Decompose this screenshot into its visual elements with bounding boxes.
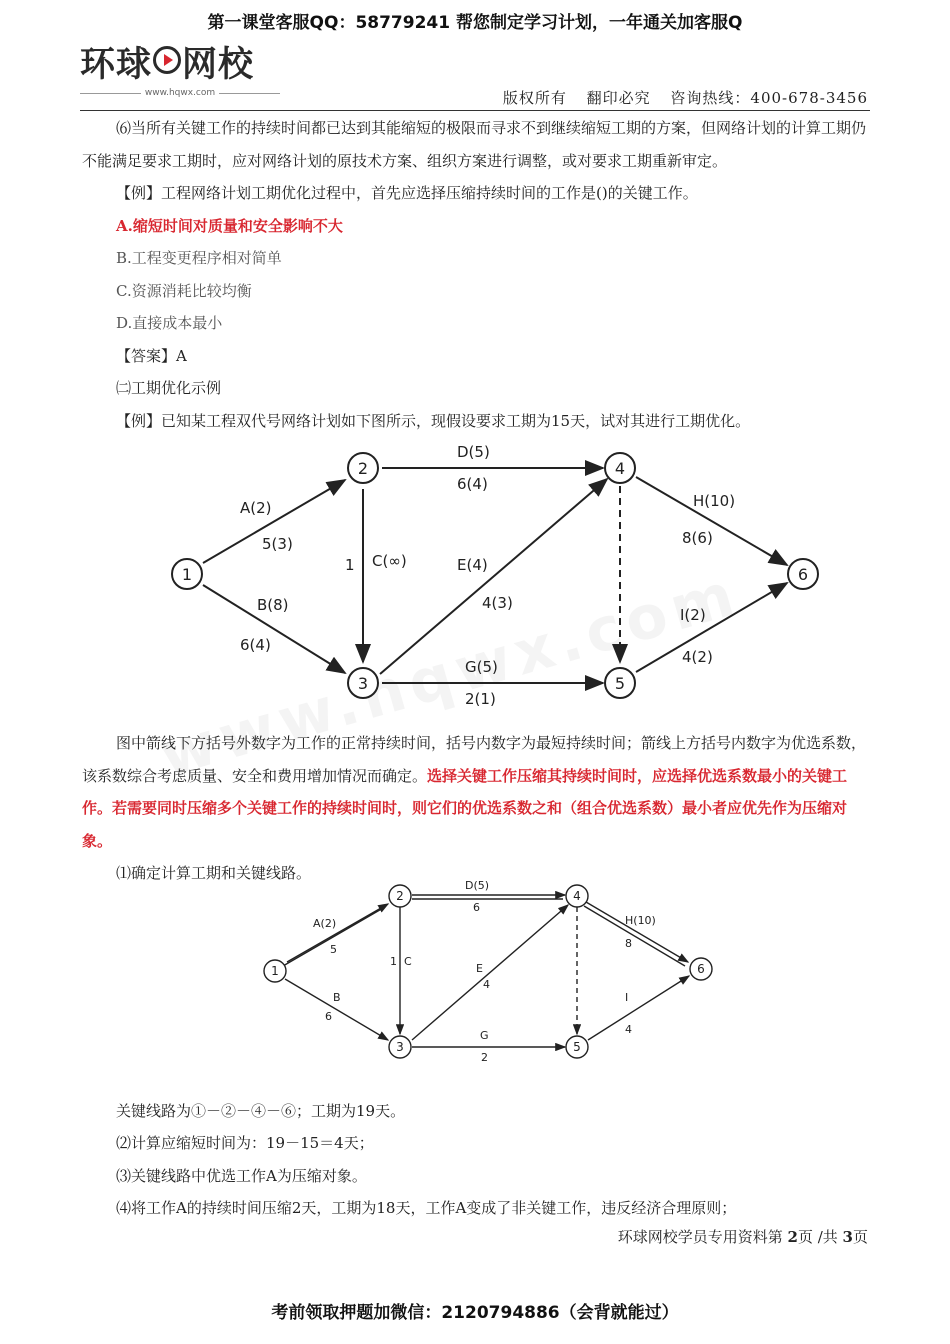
- label-d-bot: 6: [473, 901, 480, 914]
- label-e-bot: 4(3): [482, 594, 513, 612]
- step-2: ⑵计算应缩短时间为：19－15＝4天；: [116, 1134, 374, 1152]
- step-3: ⑶关键线路中优选工作A为压缩对象。: [116, 1166, 367, 1185]
- page-footer: 环球网校学员专用资料第 2页 /共 3页: [617, 1228, 868, 1246]
- arrow-e: [380, 479, 607, 674]
- node-6-label: 6: [797, 565, 809, 584]
- label-g-bot: 2: [481, 1051, 488, 1064]
- label-c-right: C(∞): [372, 552, 407, 570]
- logo-url: www.hqwx.com: [80, 88, 280, 98]
- label-a-bot: 5: [330, 943, 337, 956]
- header-divider: [80, 110, 870, 111]
- label-a-top: A(2): [313, 917, 337, 930]
- label-b-top: B(8): [257, 596, 289, 614]
- label-c-left: 1: [345, 556, 355, 574]
- node-4-label: 4: [573, 889, 581, 903]
- label-h-top: H(10): [693, 492, 736, 510]
- label-a-top: A(2): [240, 499, 272, 517]
- node-5-label: 5: [573, 1040, 581, 1054]
- critical-path: 关键线路为①－②－④－⑥；工期为19天。: [116, 1101, 406, 1120]
- label-i-top: I(2): [680, 606, 706, 624]
- label-g-top: G(5): [465, 658, 498, 676]
- example1-question: 【例】工程网络计划工期优化过程中，首先应选择压缩持续时间的工作是()的关键工作。: [116, 184, 698, 202]
- node-2-label: 2: [357, 459, 369, 478]
- paragraph-6: ⑹当所有关键工作的持续时间都已达到其能缩短的极限而寻求不到继续缩短工期的方案，但网络计划的计算工期仍不能满足要求工期时，应对网络计划的原技术方案、组织方案进行调整，或对要求工期重新审定。: [82, 119, 867, 170]
- label-d-bot: 6(4): [457, 475, 488, 493]
- logo-text: 环球 网校: [80, 45, 255, 85]
- arrow-e: [412, 905, 568, 1040]
- arrow-h-critical-1: [586, 902, 688, 962]
- node-4-label: 4: [614, 459, 626, 478]
- hotline-text: 咨询热线：400-678-3456: [670, 89, 868, 107]
- step-1: ⑴确定计算工期和关键线路。: [116, 864, 312, 882]
- label-g-top: G: [480, 1029, 489, 1042]
- arrow-b: [285, 979, 388, 1040]
- explanation-highlight: 选择关键工作压缩其持续时间时，应选择优选系数最小的关键工作。若需要同时压缩多个关键工作的持续时间时，则它们的优选系数之和（组合优选系数）最小者应优先作为压缩对象。: [82, 766, 848, 850]
- page-number: 2: [787, 1228, 798, 1246]
- node-3-label: 3: [396, 1040, 404, 1054]
- no-copy-text: 翻印必究: [586, 89, 651, 107]
- label-e-top: E: [476, 962, 483, 975]
- explanation: [82, 727, 870, 857]
- arrow-a-critical-1: [287, 904, 388, 962]
- explanation-normal: 图中箭线下方括号外数字为工作的正常持续时间，括号内数字为最短持续时间；箭线上方括号内数字为优选系数，该系数综合考虑质量、安全和费用增加情况而确定。: [82, 734, 867, 785]
- label-i-bot: 4: [625, 1023, 632, 1036]
- arrow-a-critical-2: [283, 907, 385, 966]
- example2-question: 【例】已知某工程双代号网络计划如下图所示，现假设要求工期为15天，试对其进行工期优化。: [116, 411, 751, 430]
- option-d: D.直接成本最小: [116, 314, 223, 332]
- network-diagram-1: [160, 440, 840, 710]
- label-i-top: I: [625, 991, 629, 1004]
- label-e-top: E(4): [457, 556, 488, 574]
- label-h-bot: 8(6): [682, 529, 713, 547]
- option-a: A.缩短时间对质量和安全影响不大: [116, 216, 343, 235]
- copyright-text: 版权所有: [502, 89, 567, 107]
- option-c: C.资源消耗比较均衡: [116, 281, 252, 300]
- hqwx-logo: [80, 44, 280, 110]
- arrow-h: [636, 477, 787, 565]
- bottom-banner: 考前领取押题加微信：2120794886（会背就能过）: [271, 1303, 679, 1323]
- node-2-label: 2: [396, 889, 404, 903]
- option-b: B.工程变更程序相对简单: [116, 249, 282, 267]
- arrow-i: [588, 976, 689, 1040]
- label-g-bot: 2(1): [465, 690, 496, 708]
- label-b-bot: 6: [325, 1010, 332, 1023]
- network-diagram-2: [255, 875, 725, 1065]
- step-4: ⑷将工作A的持续时间压缩2天，工期为18天，工作A变成了非关键工作，违反经济合理原则；: [116, 1199, 737, 1217]
- page-total: 3: [842, 1228, 853, 1246]
- label-e-bot: 4: [483, 978, 490, 991]
- label-c-right: C: [404, 955, 412, 968]
- play-icon: [153, 46, 181, 74]
- node-5-label: 5: [614, 674, 626, 693]
- label-d-top: D(5): [465, 879, 490, 892]
- section-heading: ㈡工期优化示例: [116, 379, 222, 397]
- header-notice: [489, 87, 868, 108]
- node-1-label: 1: [181, 565, 193, 584]
- label-c-left: 1: [390, 955, 397, 968]
- label-i-bot: 4(2): [682, 648, 713, 666]
- label-a-bot: 5(3): [262, 535, 293, 553]
- label-d-top: D(5): [457, 443, 490, 461]
- answer: 【答案】A: [116, 346, 187, 365]
- label-b-bot: 6(4): [240, 636, 271, 654]
- label-h-bot: 8: [625, 937, 632, 950]
- node-3-label: 3: [357, 674, 369, 693]
- top-banner: 第一课堂客服QQ：58779241 帮您制定学习计划，一年通关加客服Q: [207, 13, 743, 33]
- label-b-top: B: [333, 991, 341, 1004]
- node-6-label: 6: [697, 962, 705, 976]
- label-h-top: H(10): [625, 914, 656, 927]
- node-1-label: 1: [271, 964, 279, 978]
